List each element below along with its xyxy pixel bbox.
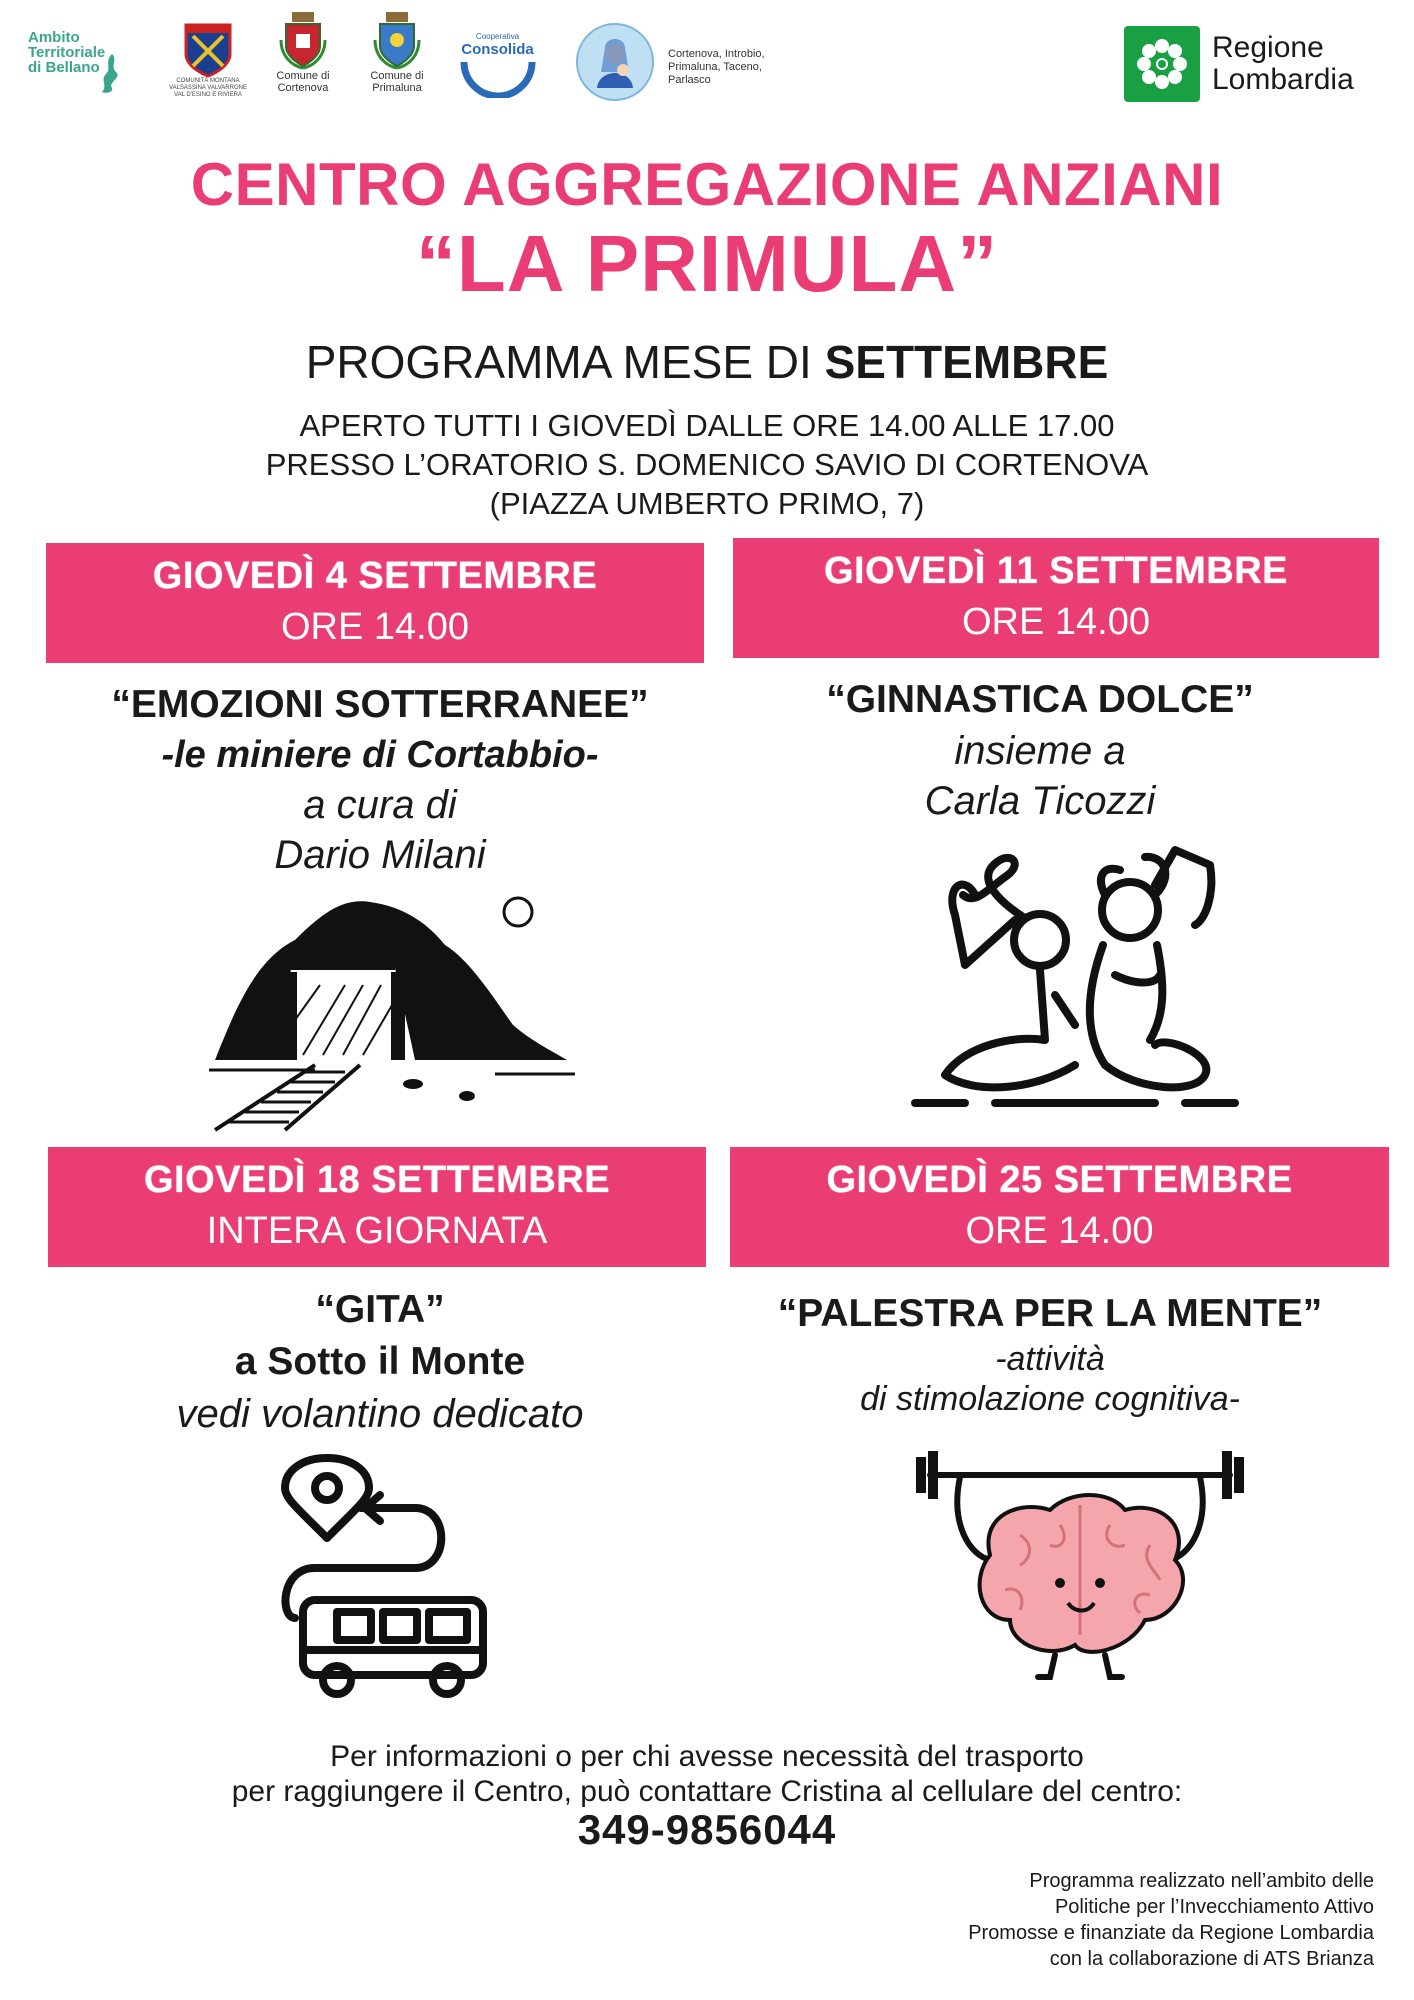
lombardia-green-box: [1124, 26, 1200, 102]
event-2-title: “GINNASTICA DOLCE”: [826, 678, 1254, 721]
center-name: “LA PRIMULA”: [415, 219, 999, 308]
comunita-montana-crest-icon: [183, 22, 233, 78]
event-1-title: “EMOZIONI SOTTERRANEE”: [111, 683, 649, 726]
event-3-note: vedi volantino dedicato: [176, 1392, 584, 1436]
cortenova-caption: Comune di Cortenova: [276, 70, 330, 94]
event-4-date: GIOVEDÌ 25 SETTEMBRE: [826, 1159, 1293, 1201]
mine-icon: [195, 890, 595, 1135]
lombardia-rose-icon: [1124, 26, 1200, 102]
event-2-date: GIOVEDÌ 11 SETTEMBRE: [824, 550, 1288, 592]
consolida-small-text: Cooperativa: [475, 32, 520, 41]
primaluna-caption: Comune di Primaluna: [370, 70, 424, 94]
lombardia-text: [1212, 32, 1354, 96]
credits: [814, 1868, 1374, 1972]
lake-icon: [90, 52, 130, 96]
event-3-header: [48, 1147, 706, 1267]
cortenova-crest-icon: [278, 10, 328, 70]
opening-hours: APERTO TUTTI I GIOVEDÌ DALLE ORE 14.00 ALLE 17.00: [299, 408, 1115, 443]
consolida-text: Consolida: [461, 41, 534, 58]
cortenova-logo: [268, 10, 338, 94]
event-4-line3: di stimolazione cognitiva-: [860, 1380, 1240, 1418]
event-4-header: [730, 1147, 1389, 1267]
credit-line4: con la collaborazione di ATS Brianza: [1049, 1948, 1374, 1970]
event-3-title: “GITA”: [315, 1288, 445, 1331]
event-1-header: [46, 543, 704, 663]
ambito-bellano-logo: [28, 30, 138, 100]
footer-info-line2: per raggiungere il Centro, può contattare Cristina al cellulare del centro:: [231, 1775, 1183, 1808]
venue-address: (PIAZZA UMBERTO PRIMO, 7): [489, 486, 925, 521]
venue: PRESSO L’ORATORIO S. DOMENICO SAVIO DI CORTENOVA: [265, 447, 1149, 482]
main-title: CENTRO AGGREGAZIONE ANZIANI: [190, 151, 1224, 218]
credit-line1: Programma realizzato nell’ambito delle: [1029, 1870, 1374, 1892]
primaluna-logo: [357, 10, 437, 94]
regione-lombardia-logo: [1124, 26, 1394, 104]
event-4-time: ORE 14.00: [965, 1210, 1154, 1252]
gymnastics-icon: [905, 835, 1245, 1125]
primaluna-crest-icon: [372, 10, 422, 70]
event-1-subtitle: -le miniere di Cortabbio-: [161, 734, 599, 776]
event-1-date: GIOVEDÌ 4 SETTEMBRE: [152, 555, 598, 597]
parish-logo-icon: [575, 22, 655, 102]
event-2-line3: Carla Ticozzi: [924, 779, 1156, 823]
event-1-time: ORE 14.00: [281, 606, 469, 648]
event-4-title: “PALESTRA PER LA MENTE”: [777, 1292, 1323, 1335]
event-3-destination: a Sotto il Monte: [234, 1340, 526, 1383]
event-4-line2: -attività: [995, 1340, 1105, 1378]
event-2-header: [733, 538, 1379, 658]
event-3-time: INTERA GIORNATA: [206, 1210, 548, 1252]
event-1-line3: a cura di: [303, 783, 457, 827]
comunita-montana-caption: COMUNITÀ MONTANA VALSASSINA VALVARRONE VAL D'ESINO E RIVIERA: [169, 78, 247, 98]
event-2-time: ORE 14.00: [962, 601, 1150, 643]
phone-number: 349-9856044: [577, 1806, 837, 1853]
ambito-logo-text: Ambito Territoriale di Bellano: [28, 29, 106, 76]
lombardia-line1: Regione: [1212, 31, 1324, 64]
event-2-line2: insieme a: [954, 729, 1126, 773]
credit-line2: Politiche per l’Invecchiamento Attivo: [1054, 1896, 1374, 1918]
consolida-arc-icon: [458, 58, 538, 98]
bus-trip-icon: [265, 1450, 505, 1705]
parish-caption: Cortenova, Introbio, Primaluna, Taceno, Parlasco: [668, 48, 765, 86]
program-heading: [0, 335, 1414, 389]
comunita-montana-logo: [163, 22, 253, 99]
brain-lifting-icon: [910, 1445, 1250, 1685]
program-prefix: PROGRAMMA MESE DI: [305, 336, 812, 388]
event-3-date: GIOVEDÌ 18 SETTEMBRE: [143, 1159, 611, 1201]
lombardia-line2: Lombardia: [1212, 63, 1354, 96]
footer-info-line1: Per informazioni o per chi avesse necessità del trasporto: [330, 1740, 1084, 1773]
event-1-line4: Dario Milani: [274, 833, 486, 877]
program-month: SETTEMBRE: [824, 336, 1109, 388]
credit-line3: Promosse e finanziate da Regione Lombardia: [968, 1922, 1374, 1944]
consolida-logo: [455, 32, 540, 102]
